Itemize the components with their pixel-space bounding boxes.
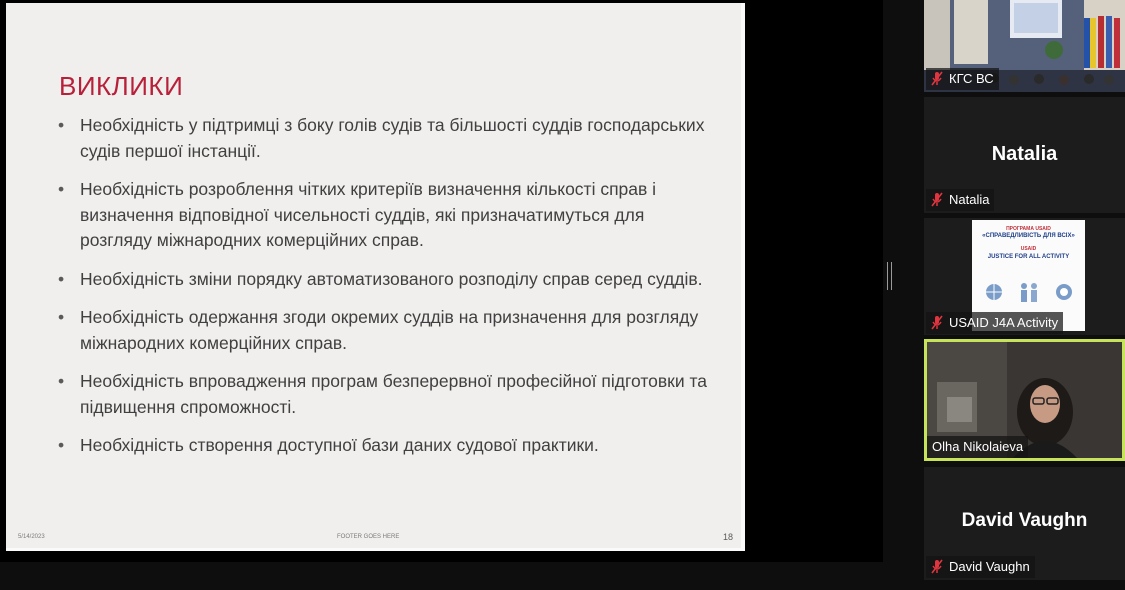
bullet-item: • Необхідність створення доступної бази даних судової практики.: [58, 433, 718, 459]
participant-tile[interactable]: [924, 97, 1125, 213]
participant-display-name: David Vaughn: [961, 510, 1088, 531]
bullet-item: • Необхідність одержання згоди окремих суддів на призначення для розгляду міжнародних комерційних справ.: [58, 307, 699, 353]
mic-muted-icon: [930, 192, 944, 210]
slide-page-number: 18: [722, 532, 733, 542]
slide-title: ВИКЛИКИ: [59, 71, 184, 101]
participant-name-label: David Vaughn: [926, 556, 1035, 578]
participant-display-name: Natalia: [991, 143, 1058, 165]
participant-tile[interactable]: [924, 218, 1125, 335]
bullet-icon: •: [58, 115, 65, 135]
participant-gallery: [924, 0, 1125, 590]
slide-date: 5/14/2023: [18, 534, 45, 540]
participant-tile[interactable]: [924, 467, 1125, 580]
mic-muted-icon: [930, 315, 944, 333]
bullet-icon: •: [58, 179, 65, 199]
participant-tile-active-speaker[interactable]: [924, 339, 1125, 461]
bullet-icon: •: [58, 307, 65, 327]
bullet-item: • Необхідність розроблення чітких критеріїв визначення кількості справ і визначення відповідної чисельності суддів, які призначатимуться для розгляду міжнародних комерційних справ.: [58, 179, 657, 250]
participant-name-label: Natalia: [926, 189, 994, 211]
participant-name-label: КГС ВС: [926, 68, 999, 90]
panel-resize-handle[interactable]: [887, 262, 892, 290]
mic-muted-icon: [930, 559, 944, 577]
bullet-list: [58, 113, 718, 472]
participant-tile[interactable]: [924, 0, 1125, 92]
bullet-icon: •: [58, 268, 65, 289]
bullet-item: • Необхідність у підтримці з боку голів судів та більшості суддів господарських судів першої інстанції.: [58, 115, 705, 161]
presentation-slide: [6, 3, 745, 551]
bullet-item: • Необхідність впровадження програм безперервної професійної підготовки та підвищення спроможності.: [58, 371, 708, 417]
bullet-item: • Необхідність зміни порядку автоматизованого розподілу справ серед суддів.: [58, 267, 718, 293]
mic-muted-icon: [930, 71, 944, 89]
bullet-icon: •: [58, 371, 65, 391]
usaid-logo-card: ПРОГРАМА USAID «СПРАВЕДЛИВІСТЬ ДЛЯ ВСІХ» USAID JUSTICE FOR ALL ACTIVITY: [972, 220, 1085, 331]
bullet-icon: •: [58, 435, 65, 455]
slide-footer: FOOTER GOES HERE: [337, 534, 400, 540]
participant-name-label: Olha Nikolaieva: [927, 436, 1028, 458]
participant-name-label: USAID J4A Activity: [926, 312, 1063, 334]
